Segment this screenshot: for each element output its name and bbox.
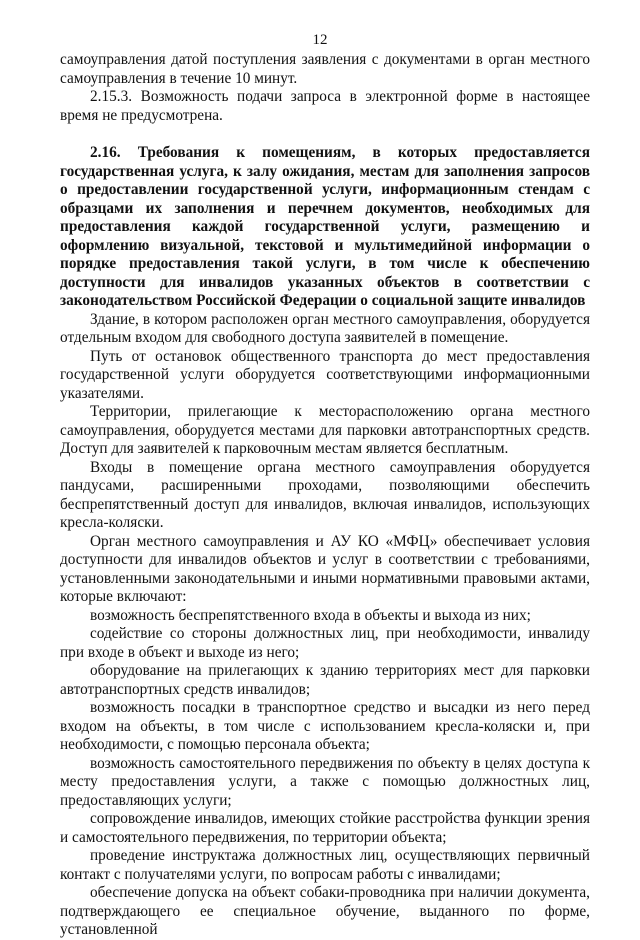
list-item: возможность посадки в транспортное средство и высадки из него перед входом на объекты, в том числе с использованием кресла-коляски и, при необходимости, с помощью персонала объекта;: [60, 699, 590, 753]
paragraph-2-15-3: 2.15.3. Возможность подачи запроса в электронной форме в настоящее время не предусмотрена.: [60, 88, 590, 124]
page-number: 12: [312, 32, 328, 48]
paragraph-accessibility: Орган местного самоуправления и АУ КО «МФЦ» обеспечивает условия доступности для инвалидов объектов и услуг в соответствии с требованиями, установленными законодательными и иными нормативными правовыми актами, которые включают:: [60, 532, 590, 605]
section-heading-2-16: 2.16. Требования к помещениям, в которых предоставляется государственная услуга, к залу ожидания, местам для заполнения запросов о предоставлении государственной услуги, информационным стендам с образцами их заполнения и перечнем документов, необходимых для предоставления каждой государственной услуги, размещению и оформлению визуальной, текстовой и мультимедийной информации о порядке предоставления такой услуги, в том числе к обеспечению доступности для инвалидов указанных объектов в соответствии с законодательством Российской Федерации о социальной защите инвалидов: [60, 144, 590, 309]
list-item: возможность беспрепятственного входа в объекты и выхода из них;: [90, 606, 531, 624]
document-body: [60, 51, 590, 940]
paragraph-entrances: Входы в помещение органа местного самоуправления оборудуется пандусами, расширенными проходами, позволяющими обеспечить беспрепятственный доступ для инвалидов, включая инвалидов, использующих кресла-коляски.: [60, 458, 590, 531]
list-item: проведение инструктажа должностных лиц, осуществляющих первичный контакт с получателями услуги, по вопросам работы с инвалидами;: [60, 847, 590, 883]
list-item: содействие со стороны должностных лиц, при необходимости, инвалиду при входе в объект и выходе из него;: [60, 625, 590, 661]
paragraph-transport-path: Путь от остановок общественного транспорта до мест предоставления государственной услуги оборудуется соответствующими информационными указателями.: [60, 347, 590, 402]
list-item: оборудование на прилегающих к зданию территориях мест для парковки автотранспортных средств инвалидов;: [60, 662, 590, 698]
list-item: обеспечение допуска на объект собаки-проводника при наличии документа, подтверждающего ее специальное обучение, выданного по форме, установленной: [60, 884, 590, 938]
paragraph-continuation: самоуправления датой поступления заявления с документами в орган местного самоуправления в течение 10 минут.: [60, 51, 590, 87]
list-item: возможность самостоятельного передвижения по объекту в целях доступа к месту предоставления услуги, а также с помощью должностных лиц, предоставляющих услуги;: [60, 754, 590, 809]
paragraph-parking: Территории, прилегающие к месторасположению органа местного самоуправления, оборудуется местами для парковки автотранспортных средств. Доступ для заявителей к парковочным местам является бесплатным.: [60, 403, 590, 457]
list-item: сопровождение инвалидов, имеющих стойкие расстройства функции зрения и самостоятельного передвижения, по территории объекта;: [60, 810, 590, 846]
paragraph-building: Здание, в котором расположен орган местного самоуправления, оборудуется отдельным входом для свободного доступа заявителей в помещение.: [60, 310, 590, 346]
